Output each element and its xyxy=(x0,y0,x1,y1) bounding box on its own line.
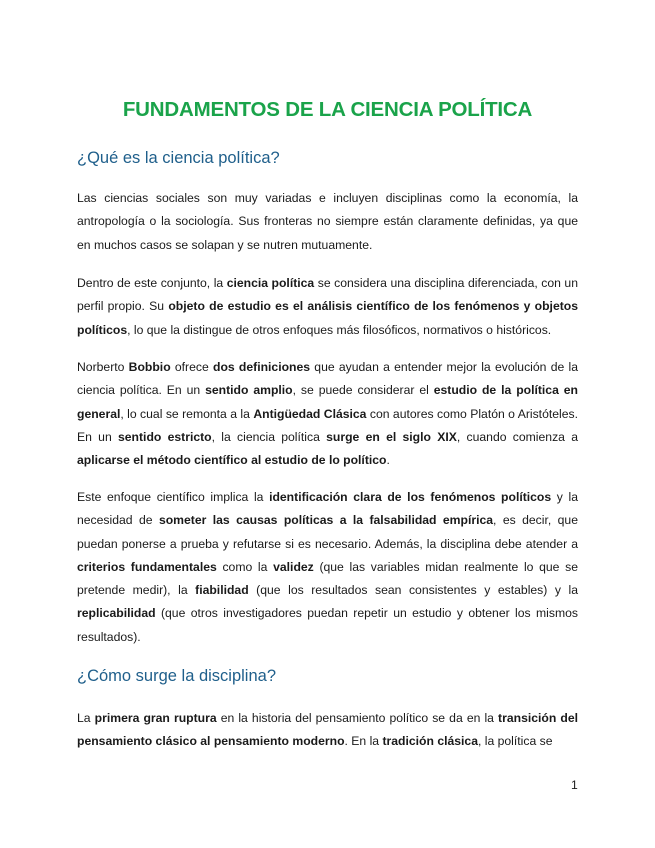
text-run: Dentro de este conjunto, la xyxy=(77,276,227,290)
bold-run: ciencia política xyxy=(226,276,315,290)
bold-run: Antigüedad Clásica xyxy=(253,406,367,421)
text-run: , cuando comienza a xyxy=(456,429,578,444)
bold-run: aplicarse el método científico al estudio de lo político xyxy=(77,453,387,468)
text-run: Este enfoque científico implica la xyxy=(77,490,270,504)
text-run: , la ciencia política xyxy=(211,429,327,444)
text-run: . En la xyxy=(344,734,383,749)
document-title: FUNDAMENTOS DE LA CIENCIA POLÍTICA xyxy=(122,98,533,121)
paragraph-first-rupture xyxy=(77,707,578,754)
bold-run: validez xyxy=(273,559,314,574)
text-run: se considera una disciplina diferenciada, con un perfil propio. Su xyxy=(77,276,578,314)
bold-run: identificación clara de los fenómenos políticos xyxy=(269,490,552,504)
paragraph-scientific-approach xyxy=(77,486,578,649)
bold-run: surge en el siglo XIX xyxy=(326,429,457,444)
page-number: 1 xyxy=(571,778,578,792)
bold-run: sentido amplio xyxy=(205,383,293,398)
bold-run: criterios fundamentales xyxy=(77,559,217,574)
paragraph-political-science-definition xyxy=(77,272,578,342)
bold-run: tradición clásica xyxy=(382,734,478,749)
section-heading-what-is: ¿Qué es la ciencia política? xyxy=(77,149,280,167)
bold-run: Bobbio xyxy=(128,360,171,374)
bold-run: someter las causas políticas a la falsabilidad empírica xyxy=(158,513,494,528)
text-run: que ayudan a entender mejor la evolución de la ciencia política. En un xyxy=(77,360,578,398)
bold-run: sentido estricto xyxy=(118,429,212,444)
text-run: , se puede considerar el xyxy=(292,383,434,398)
section-heading-how-it-arises: ¿Cómo surge la disciplina? xyxy=(77,667,277,685)
paragraph-social-sciences xyxy=(77,187,578,257)
text-run: , la política se xyxy=(477,734,553,749)
text-run: , lo que la distingue de otros enfoques más filosóficos, normativos o históricos. xyxy=(127,322,552,337)
text-run: , es decir, que puedan ponerse a prueba y refutarse si es necesario. Además, la disciplina debe atender a xyxy=(77,513,578,551)
bold-run: objeto de estudio es el análisis científico de los fenómenos y objetos políticos xyxy=(77,299,579,337)
bold-run: dos definiciones xyxy=(213,360,311,374)
bold-run: estudio de la política en general xyxy=(77,383,579,421)
text-run: , lo cual se remonta a la xyxy=(120,406,254,421)
paragraph-bobbio-definitions xyxy=(77,356,578,472)
text-run: La xyxy=(77,711,95,725)
text-run: con autores como Platón o Aristóteles. En un xyxy=(77,406,578,444)
text-run: Las ciencias sociales son muy variadas e incluyen disciplinas como la economía, la antropología o la sociología. Sus fronteras no siempre están claramente definidas, ya que en muchos casos se solapan y se nutren mutuamente. xyxy=(77,191,578,252)
text-run: (que las variables midan realmente lo que se pretende medir), la xyxy=(77,559,578,598)
text-run: (que otros investigadores puedan repetir un estudio y obtener los mismos resultados). xyxy=(77,606,578,644)
text-run: como la xyxy=(216,559,274,574)
bold-run: fiabilidad xyxy=(195,583,249,598)
text-run: (que los resultados sean consistentes y estables) y la xyxy=(248,583,578,598)
text-run: . xyxy=(386,453,390,468)
bold-run: replicabilidad xyxy=(77,606,156,621)
bold-run: transición del pensamiento clásico al pensamiento moderno xyxy=(77,711,578,749)
text-run: en la historia del pensamiento político se da en la xyxy=(216,711,499,725)
text-run: y la necesidad de xyxy=(77,490,578,528)
bold-run: primera gran ruptura xyxy=(94,711,217,725)
text-run: ofrece xyxy=(170,360,214,374)
text-run: Norberto xyxy=(77,360,129,374)
